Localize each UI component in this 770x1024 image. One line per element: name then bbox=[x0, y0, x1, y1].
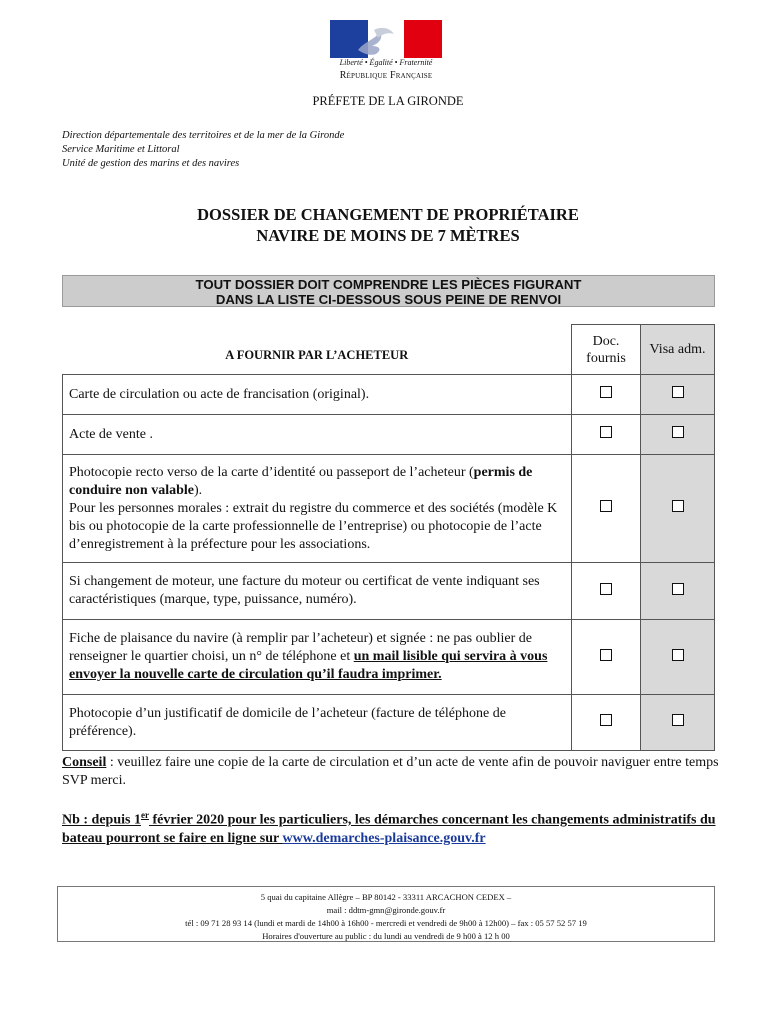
doc-checkbox[interactable] bbox=[600, 386, 612, 398]
doc-checkbox[interactable] bbox=[600, 649, 612, 661]
nb-sup: er bbox=[140, 810, 149, 820]
nb-note bbox=[62, 806, 722, 848]
table-row bbox=[63, 455, 715, 563]
visa-checkbox[interactable] bbox=[672, 649, 684, 661]
row-text: Acte de vente . bbox=[63, 415, 572, 455]
visa-column-header: Visa adm. bbox=[641, 325, 715, 375]
visa-checkbox[interactable] bbox=[672, 500, 684, 512]
table-row bbox=[63, 563, 715, 620]
row-text-part: Pour les personnes morales : extrait du registre du commerce et des sociétés (modèle K bis ou photocopie de la carte professionnelle de l’entreprise) ou photocopie de l’acte d’enregistrement à la préfecture pour les associations. bbox=[69, 500, 558, 552]
row-bold-text: permis de conduire non valable bbox=[69, 464, 533, 498]
banner-line-2: DANS LA LISTE CI-DESSOUS SOUS PEINE DE RENVOI bbox=[215, 292, 562, 307]
table-row bbox=[63, 620, 715, 695]
table-row bbox=[63, 415, 715, 455]
doc-checkbox-cell bbox=[572, 415, 641, 455]
row-text bbox=[63, 455, 572, 563]
demarches-link[interactable]: www.demarches-plaisance.gouv.fr bbox=[282, 830, 486, 846]
footer-phone: tél : 09 71 28 93 14 (lundi et mardi de 14h00 à 16h00 - mercredi et vendredi de 9h00 à 12h00) – fax : 05 57 52 57 19 bbox=[185, 918, 587, 928]
nb-text: février 2020 pour les particuliers, les démarches concernant les changements administratifs du bateau pourront se faire en ligne sur bbox=[62, 812, 716, 846]
table-row bbox=[63, 695, 715, 751]
nb-prefix: Nb : depuis 1 bbox=[62, 812, 141, 828]
visa-checkbox-cell bbox=[641, 695, 715, 751]
republic-label: République Française bbox=[339, 70, 433, 81]
doc-checkbox-cell bbox=[572, 563, 641, 620]
prefecture-title: PRÉFETE DE LA GIRONDE bbox=[312, 94, 464, 108]
doc-column-header: Doc. fournis bbox=[572, 325, 641, 375]
row-text-part: ). bbox=[194, 482, 203, 498]
row-text-part: Fiche de plaisance du navire (à remplir par l’acheteur) et signée : ne pas oublier de renseigner le quartier choisi, un n° de téléphone et bbox=[69, 631, 532, 664]
row-text: Photocopie d’un justificatif de domicile de l’acheteur (facture de téléphone de préférence). bbox=[63, 695, 572, 751]
title-line-2: NAVIRE DE MOINS DE 7 MÈTRES bbox=[256, 226, 520, 245]
row-text: Carte de circulation ou acte de francisation (original). bbox=[63, 375, 572, 415]
visa-checkbox[interactable] bbox=[672, 426, 684, 438]
footer-contact-box bbox=[57, 886, 715, 942]
service-line: Unité de gestion des marins et des navires bbox=[62, 158, 240, 169]
buyer-column-header: A FOURNIR PAR L’ACHETEUR bbox=[63, 325, 572, 375]
row-text: Si changement de moteur, une facture du moteur ou certificat de vente indiquant ses caractéristiques (marque, type, puissance, numéro). bbox=[63, 563, 572, 620]
title-line-1: DOSSIER DE CHANGEMENT DE PROPRIÉTAIRE bbox=[197, 205, 579, 224]
visa-checkbox-cell bbox=[641, 375, 715, 415]
doc-checkbox[interactable] bbox=[600, 583, 612, 595]
doc-checkbox-cell bbox=[572, 620, 641, 695]
row-text-part: Photocopie recto verso de la carte d’identité ou passeport de l’acheteur ( bbox=[69, 464, 474, 480]
documents-table bbox=[62, 324, 715, 751]
banner-line-1: TOUT DOSSIER DOIT COMPRENDRE LES PIÈCES FIGURANT bbox=[195, 277, 582, 292]
visa-checkbox-cell bbox=[641, 563, 715, 620]
table-header-row bbox=[63, 325, 715, 375]
visa-checkbox[interactable] bbox=[672, 714, 684, 726]
visa-checkbox-cell bbox=[641, 415, 715, 455]
visa-checkbox-cell bbox=[641, 620, 715, 695]
visa-checkbox[interactable] bbox=[672, 583, 684, 595]
doc-checkbox-cell bbox=[572, 455, 641, 563]
row-bold-underline-text: un mail lisible qui servira à vous envoyer la nouvelle carte de circulation qu’il faudra imprimer. bbox=[69, 649, 548, 682]
footer-mail: mail : ddtm-gmn@gironde.gouv.fr bbox=[326, 905, 446, 915]
service-line: Direction départementale des territoires et de la mer de la Gironde bbox=[62, 130, 345, 141]
doc-checkbox[interactable] bbox=[600, 500, 612, 512]
conseil-label: Conseil bbox=[62, 755, 107, 770]
table-row bbox=[63, 375, 715, 415]
service-line: Service Maritime et Littoral bbox=[62, 144, 180, 155]
doc-checkbox-cell bbox=[572, 695, 641, 751]
footer-address: 5 quai du capitaine Allègre – BP 80142 - 33311 ARCACHON CEDEX – bbox=[260, 892, 512, 902]
doc-checkbox[interactable] bbox=[600, 714, 612, 726]
row-text bbox=[63, 620, 572, 695]
motto: Liberté • Égalité • Fraternité bbox=[339, 58, 433, 67]
document-title bbox=[60, 204, 716, 246]
conseil-note bbox=[62, 754, 722, 790]
visa-checkbox[interactable] bbox=[672, 386, 684, 398]
doc-checkbox[interactable] bbox=[600, 426, 612, 438]
warning-banner bbox=[62, 275, 715, 307]
doc-checkbox-cell bbox=[572, 375, 641, 415]
conseil-text: : veuillez faire une copie de la carte de circulation et d’un acte de vente afin de pouvoir naviguer entre temps SVP merci. bbox=[62, 755, 719, 788]
footer-hours: Horaires d'ouverture au public : du lundi au vendredi de 9 h00 à 12 h 00 bbox=[262, 931, 510, 941]
service-block bbox=[62, 129, 344, 171]
visa-checkbox-cell bbox=[641, 455, 715, 563]
